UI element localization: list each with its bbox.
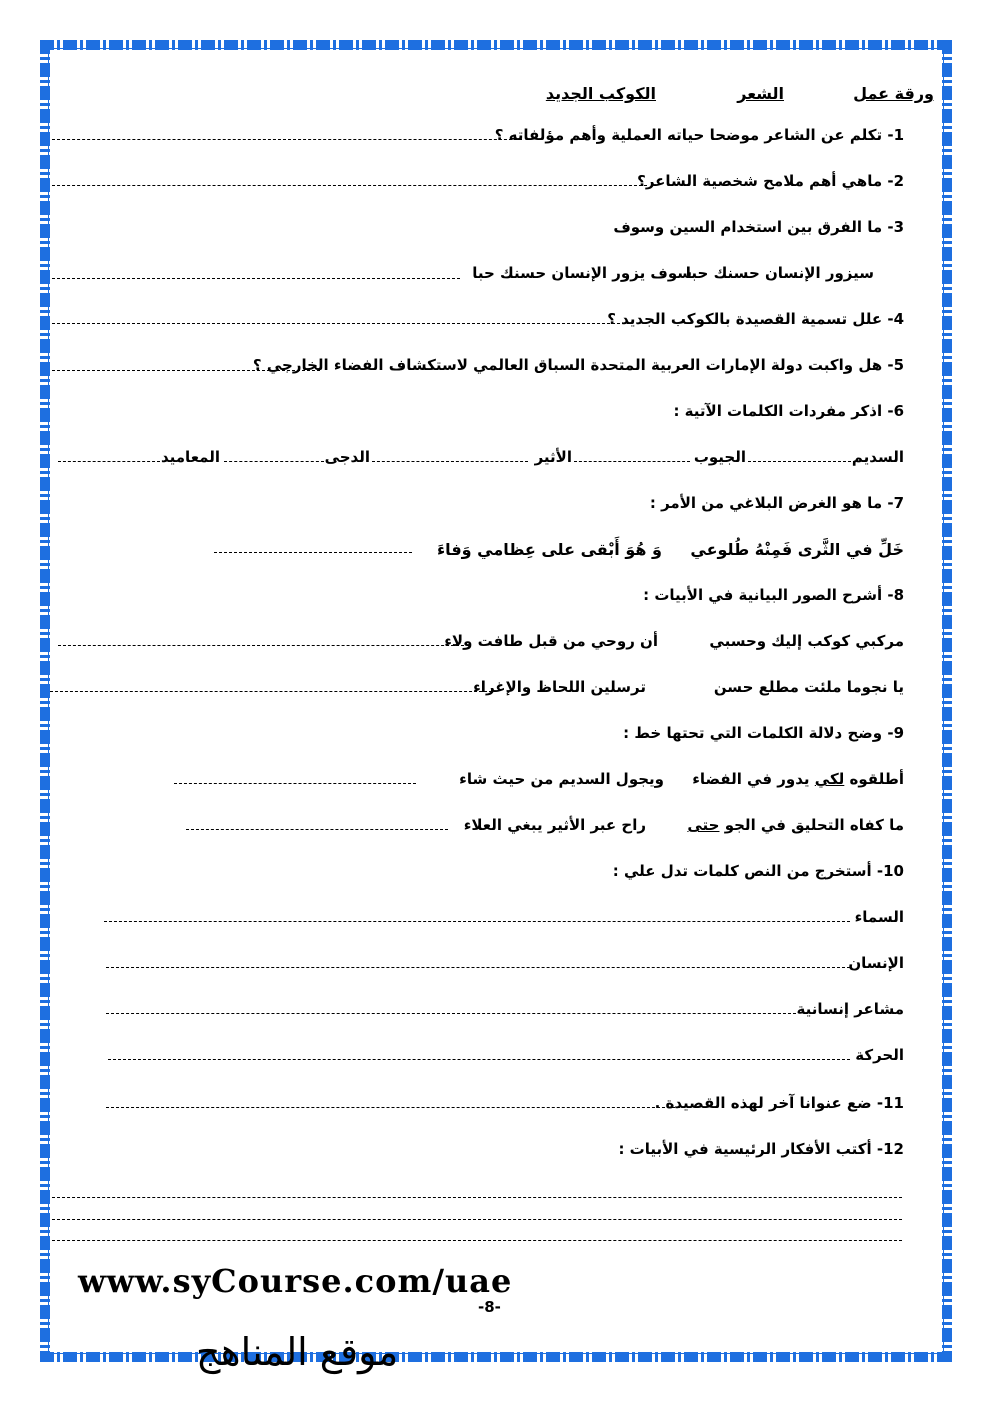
verse-8a-first: مركبي كوكب إليك وحسبي [709,632,904,650]
question-6: 6- اذكر مفردات الكلمات الآتية : [673,402,904,420]
verse-7-second: وَ هُوَ أَبْقى على عِظامي وَفاءَ [437,540,662,559]
vocab-line-5[interactable] [58,461,160,462]
answer-line-10c[interactable] [106,1013,796,1014]
website-url: www.syCourse.com/uae [78,1262,513,1300]
underlined-word-hatta: حتى [687,816,720,834]
question-7: 7- ما هو الغرض البلاغي من الأمر : [649,494,904,512]
answer-line-12a[interactable] [52,1197,902,1198]
inner-border [48,48,944,1354]
question-2: 2- ماهي أهم ملامح شخصية الشاعر؟ [637,172,904,190]
answer-line-3[interactable] [52,278,460,279]
verse-7-first: خَلِّ في الثَّرى فَمِنْهُ طُلوعي [690,540,904,559]
answer-line-10d[interactable] [108,1059,850,1060]
question-8: 8- أشرح الصور البيانية في الأبيات : [643,586,904,604]
answer-line-8b[interactable] [50,691,492,692]
underlined-word-lkay: لكي [814,770,845,788]
verse-9a-word: أطلقوه [849,770,904,788]
answer-line-4[interactable] [52,323,630,324]
poetry-label: الشعر [737,84,784,103]
answer-line-10b[interactable] [106,967,850,968]
answer-line-11[interactable] [106,1107,680,1108]
category-motion: الحركة [855,1046,904,1064]
question-4: 4- علل تسمية القصيدة بالكوكب الجديد ؟ [607,310,904,328]
answer-line-2[interactable] [52,185,647,186]
vocab-line-3[interactable] [372,461,528,462]
answer-line-5[interactable] [52,370,320,371]
lesson-title: الكوكب الجديد [545,84,656,103]
verse-9b-second: راح عبر الأثير يبغي العلاء [463,816,646,834]
example-sin: سيزور الإنسان حسنك حبا [685,264,874,282]
category-human: الإنسان [848,954,904,972]
question-11: 11- ضع عنوانا آخر لهذه القصيدة . [654,1094,904,1112]
vocab-line-1[interactable] [748,461,856,462]
page-number: -8- [478,1298,501,1316]
vocab-word-2: الجيوب [693,448,746,466]
vocab-line-4[interactable] [224,461,324,462]
category-feelings: مشاعر إنسانية [796,1000,904,1018]
example-sawfa: سوف يزور الإنسان حسنك حبا [472,264,692,282]
page-border [40,40,952,1362]
question-12: 12- أكتب الأفكار الرئيسية في الأبيات : [618,1140,904,1158]
question-5: 5- هل واكبت دولة الإمارات العربية المتحدة السباق العالمي لاستكشاف الفضاء الخارجي ؟ [252,356,904,374]
answer-line-1[interactable] [52,139,522,140]
vocab-line-2[interactable] [574,461,690,462]
verse-9a-second: ويجول السديم من حيث شاء [459,770,664,788]
vocab-word-3: الأثير [534,448,572,466]
verse-9b-words: ما كفاه التحليق في الجو [724,816,904,834]
verse-8b-first: يا نجوما ملئت مطلع حسن [713,678,904,696]
vocab-word-5: المعاميد [160,448,220,466]
verse-8b-second: ترسلين اللحاظ والإغراء [473,678,646,696]
answer-line-12b[interactable] [52,1219,902,1220]
answer-line-9b[interactable] [186,829,448,830]
verse-9a-rest: يدور في الفضاء [692,770,810,788]
worksheet-label: ورقة عمل [853,84,934,103]
verse-8a-second: أن روحي من قبل طافت ولاء [444,632,658,650]
vocab-word-1: السديم [851,448,904,466]
answer-line-9a[interactable] [174,783,416,784]
answer-line-8a[interactable] [58,645,464,646]
site-logo-text: موقع المناهج [196,1330,399,1374]
question-9: 9- وضح دلالة الكلمات التي تحتها خط : [623,724,904,742]
category-sky: السماء [854,908,904,926]
question-10: 10- أستخرج من النص كلمات تدل علي : [612,862,904,880]
answer-line-10a[interactable] [104,921,850,922]
question-1: 1- تكلم عن الشاعر موضحا حياته العملية وأهم مؤلفاته ؟ [494,126,904,144]
vocab-word-4: الدجى [324,448,370,466]
answer-line-7[interactable] [214,552,412,553]
verse-9a-first [692,770,904,788]
answer-line-12c[interactable] [52,1240,902,1241]
verse-9b-first [687,816,904,834]
question-3: 3- ما الفرق بين استخدام السين وسوف [613,218,904,236]
